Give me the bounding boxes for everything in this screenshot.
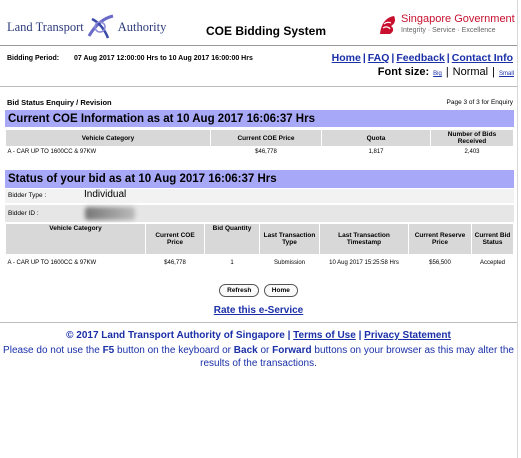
table-cell: Accepted bbox=[479, 260, 506, 266]
warning-text: or bbox=[260, 345, 270, 356]
link-separator: | bbox=[362, 52, 366, 64]
table-cell: 1,817 bbox=[368, 149, 384, 155]
column-header: Number of Bids Received bbox=[431, 130, 514, 147]
column-header: Vehicle Category bbox=[6, 130, 211, 147]
table-header-row bbox=[6, 130, 514, 147]
lta-logo-text-left: Land Transport bbox=[7, 19, 84, 34]
table-cell: $46,778 bbox=[255, 149, 277, 155]
lion-head-icon bbox=[378, 14, 398, 36]
column-header: Current Bid Status bbox=[472, 224, 514, 255]
faq-link[interactable]: FAQ bbox=[367, 52, 390, 64]
footer-links-line bbox=[0, 329, 517, 342]
column-header: Quota bbox=[322, 130, 431, 147]
rate-eservice-link[interactable]: Rate this e-Service bbox=[213, 305, 304, 316]
table-cell: $46,778 bbox=[164, 260, 186, 266]
table-cell: A - CAR UP TO 1600CC & 97KW bbox=[7, 149, 97, 155]
page-indicator: Page 3 of 3 for Enquiry bbox=[446, 99, 513, 106]
column-header: Vehicle Category bbox=[6, 224, 146, 255]
sg-gov-logo bbox=[378, 14, 515, 36]
table-cell: $56,500 bbox=[429, 260, 451, 266]
feedback-link[interactable]: Feedback bbox=[396, 52, 445, 64]
column-header: Current COE Price bbox=[146, 224, 205, 255]
footer bbox=[0, 329, 517, 370]
header-divider bbox=[0, 45, 517, 46]
sg-gov-title: Singapore Government bbox=[401, 13, 515, 25]
sg-gov-tagline: Integrity · Service · Excellence bbox=[401, 27, 496, 34]
bid-status-heading: Status of your bid as at 10 Aug 2017 16:06:37 Hrs bbox=[5, 170, 514, 188]
table-header-row bbox=[6, 224, 514, 255]
warning-back: Back bbox=[233, 345, 258, 356]
rate-eservice bbox=[0, 305, 517, 316]
font-size-big-link[interactable]: Big bbox=[433, 71, 442, 77]
terms-of-use-link[interactable]: Terms of Use bbox=[293, 330, 356, 341]
warning-forward: Forward bbox=[272, 345, 312, 356]
footer-separator: | bbox=[358, 330, 365, 341]
column-header: Bid Quantity bbox=[205, 224, 260, 255]
refresh-button[interactable]: Refresh bbox=[219, 284, 259, 297]
lta-logo-text-right: Authority bbox=[117, 19, 167, 34]
lta-logo bbox=[7, 14, 166, 40]
table-cell: A - CAR UP TO 1600CC & 97KW bbox=[7, 260, 97, 266]
font-size-normal-option: Normal bbox=[452, 66, 489, 78]
bidder-type-label: Bidder Type : bbox=[8, 192, 47, 199]
warning-text: Please do not use the bbox=[3, 345, 100, 356]
font-size-small-link[interactable]: Small bbox=[498, 71, 514, 77]
column-header: Current Reserve Price bbox=[409, 224, 472, 255]
font-size-label: Font size: bbox=[377, 66, 430, 78]
lta-swoosh-icon bbox=[86, 14, 116, 40]
bid-status-table bbox=[5, 223, 514, 268]
font-size-separator: | bbox=[492, 66, 495, 78]
bidder-type-value: Individual bbox=[84, 189, 127, 200]
link-separator: | bbox=[391, 52, 395, 64]
column-header: Last Transaction Timestamp bbox=[320, 224, 409, 255]
table-cell: 2,403 bbox=[464, 149, 480, 155]
redacted-bidder-id bbox=[85, 207, 135, 220]
table-row bbox=[6, 255, 514, 269]
table-cell: 1 bbox=[230, 260, 234, 266]
coe-info-heading: Current COE Information as at 10 Aug 2017 16:06:37 Hrs bbox=[5, 110, 514, 127]
table-cell: 10 Aug 2017 15:25:58 Hrs bbox=[329, 260, 399, 266]
link-separator: | bbox=[446, 52, 450, 64]
action-buttons bbox=[0, 279, 517, 297]
section-divider bbox=[0, 86, 517, 87]
bidder-id-label: Bidder ID : bbox=[8, 210, 39, 217]
bidder-type-row bbox=[5, 189, 514, 203]
bidding-period-value: 07 Aug 2017 12:00:00 Hrs to 10 Aug 2017 16:00:00 Hrs bbox=[74, 55, 253, 62]
warning-text: buttons on your browser as this may alter the results of the transactions. bbox=[200, 345, 514, 369]
footer-separator: | bbox=[287, 330, 294, 341]
contact-info-link[interactable]: Contact Info bbox=[451, 52, 513, 64]
bidder-id-row bbox=[5, 205, 514, 222]
privacy-statement-link[interactable]: Privacy Statement bbox=[364, 330, 451, 341]
coe-info-table bbox=[5, 129, 514, 157]
app-title: COE Bidding System bbox=[206, 24, 327, 38]
font-size-separator: | bbox=[445, 66, 449, 78]
warning-text: button on the keyboard or bbox=[117, 345, 232, 356]
home-link[interactable]: Home bbox=[331, 52, 361, 64]
copyright-text: © 2017 Land Transport Authority of Singapore bbox=[66, 330, 285, 341]
table-cell: Submission bbox=[273, 260, 305, 266]
column-header: Current COE Price bbox=[211, 130, 322, 147]
warning-f5: F5 bbox=[102, 345, 115, 356]
bidding-period-label: Bidding Period: bbox=[7, 55, 60, 62]
home-button[interactable]: Home bbox=[264, 284, 298, 297]
top-nav-links bbox=[332, 52, 513, 64]
section-title: Bid Status Enquiry / Revision bbox=[7, 98, 112, 107]
font-size-control bbox=[378, 66, 514, 78]
browser-warning bbox=[0, 344, 517, 370]
table-row bbox=[6, 147, 514, 158]
footer-divider bbox=[0, 322, 517, 323]
column-header: Last Transaction Type bbox=[260, 224, 320, 255]
